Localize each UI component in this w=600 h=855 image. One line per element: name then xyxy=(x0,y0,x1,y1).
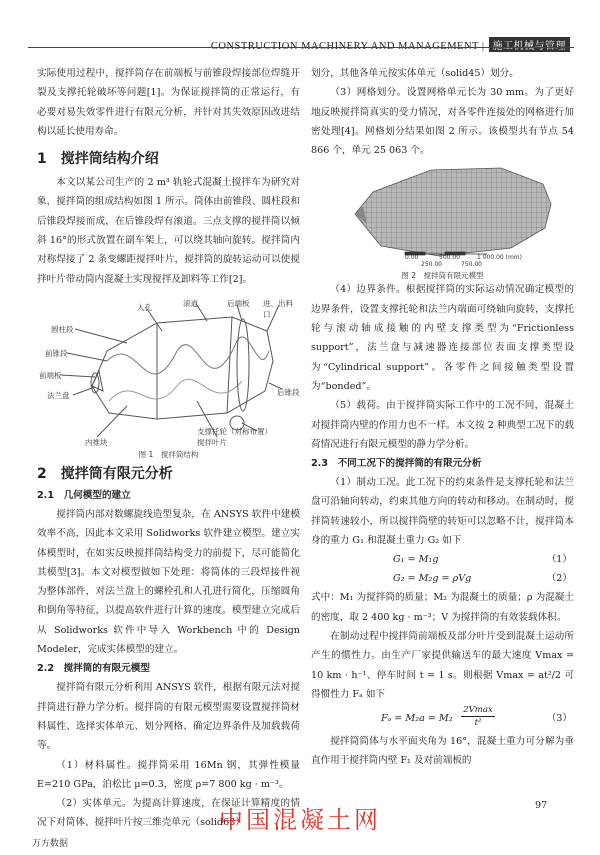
equation-2 xyxy=(311,569,574,588)
equation-1 xyxy=(311,550,574,569)
label-inner-push: 内推块 xyxy=(85,437,108,447)
raceway xyxy=(237,319,249,411)
watermark: 中国混凝土网 xyxy=(219,806,381,834)
equation-3-lhs: Fₐ = M₂a = M₂ xyxy=(381,713,453,725)
braking-condition-paragraph: （1）制动工况。此工况下的约束条件是支撑托轮和法兰盘可沿轴向转动，约束其他方向的转动和移动。在制动时，搅拌筒转速较小，所以搅拌筒壁的转矩可以忽略不计，搅拌筒本身的重力 G₁ 和混凝土重力 G₂ 如下 xyxy=(311,477,574,547)
helical-blade-2 xyxy=(109,379,242,401)
section-2-3-title: 2.3 不同工况下的搅拌筒的有限元分析 xyxy=(311,458,482,470)
header-rule xyxy=(28,47,574,48)
journal-title-cn xyxy=(489,37,571,52)
leader-7 xyxy=(61,375,95,377)
symbol-definitions: 式中：M₁ 为搅拌筒的质量；M₂ 为混凝土的质量；ρ 为混凝土的密度，取 2 400 kg · m⁻³；V 为搅拌筒的有效装载体积。 xyxy=(311,592,574,623)
journal-header xyxy=(211,37,570,52)
scale-label-1000: 1 000.00 (mm) xyxy=(477,254,522,262)
label-manhole: 入孔 xyxy=(137,302,152,312)
section-2-2-paragraph: 搅拌筒有限元分析利用 ANSYS 软件，根据有限元法对搅拌筒进行静力学分析。搅拌筒的有限元模型需要设置搅拌筒材料属性、选择实体单元、划分网格、确定边界条件及加载载荷等。 xyxy=(37,682,300,752)
mesh-drum xyxy=(355,168,551,256)
section-2-1-paragraph: 搅拌筒内部对数螺旋线造型复杂，在 ANSYS 软件中建模效率不高，因此本文采用 Solidworks 软件建立模型。建立实体模型时，在如实反映搅拌筒结构受力的前提下，尽可能简化其模型[3]。本文对模型做如下处理：将筒体的三段焊接件视为整体部件，对法兰盘上的螺栓孔和人孔进行简化，压缩圆角和倒角等特征，以提高软件进行计算的速度。模型建立完成后从 Solidworks 软件中导入 Workbench 中的 Design Modeler，完成实体模型的建立。 xyxy=(37,508,300,656)
figure-2 xyxy=(311,162,574,280)
label-flange: 法兰盘 xyxy=(47,390,70,400)
figure-1-drawing xyxy=(37,291,300,443)
label-inlet-outlet: 进、出料口 xyxy=(263,298,293,319)
label-support-roller: 支撑托轮（对称布置） xyxy=(197,426,272,436)
item-material-properties: （1）材料属性。搅拌筒采用 16Mn 钢，其弹性模量 E=210 GPa，泊松比 μ=0.3，密度 ρ=7 800 kg · m⁻³。 xyxy=(37,759,300,790)
section-2-1-title: 2.1 几何模型的建立 xyxy=(37,489,131,501)
left-column xyxy=(37,64,300,833)
label-rear-cone: 后锥段 xyxy=(277,387,300,397)
item-loads: （5）载荷。由于搅拌筒实际工作中的工况不同，混凝土对搅拌筒内壁的作用力也不一样。本文按 2 种典型工况下的载荷情况进行有限元模型的静力学分析。 xyxy=(311,400,574,450)
label-rear-plate: 后端板 xyxy=(227,298,250,308)
label-cylinder: 圆柱段 xyxy=(51,324,74,334)
leader-8 xyxy=(73,387,95,395)
section-2-2-title: 2.2 搅拌筒的有限元模型 xyxy=(37,663,150,675)
decomposition-paragraph: 搅拌筒筒体与水平面夹角为 16°，混凝土重力可分解为垂直作用于搅拌筒内壁 F₁ 及对前端板的 xyxy=(311,736,574,767)
label-raceway: 滚道 xyxy=(183,298,198,308)
section-1-title: 1 搅拌筒结构介绍 xyxy=(37,151,159,168)
equation-2-number: （2） xyxy=(546,573,572,585)
page-number: 97 xyxy=(535,800,548,811)
item-meshing: （3）网格划分。设置网格单元长为 30 mm。为了更好地反映搅拌筒真实的受力情况，对各零件连接处的网格进行加密处理[4]。网格划分结果如图 2 所示。该模型共有节点 54 866 个，单元 25 063 个。 xyxy=(311,87,574,157)
scale-label-500: 500.00 xyxy=(439,254,460,262)
scale-label-0: 0.00 xyxy=(405,254,419,262)
label-front-cone: 前锥段 xyxy=(45,348,68,358)
figure-1 xyxy=(37,291,300,459)
figure-2-caption: 图 2 搅拌筒有限元模型 xyxy=(401,271,484,281)
source-label: 万方数据 xyxy=(32,839,69,849)
leader-5 xyxy=(75,329,127,343)
equation-3-denominator: t² xyxy=(474,718,482,729)
inertia-paragraph: 在制动过程中搅拌筒前端板及部分叶片受到混凝土运动所产生的惯性力。由生产厂家提供输送车的最大速度 Vmax = 10 km · h⁻¹、停车时间 t = 1 s。则根据 Vmax = at²/2 可得惯性力 Fₐ 如下 xyxy=(311,630,574,700)
equation-3 xyxy=(311,704,574,732)
label-front-plate: 前端板 xyxy=(39,370,62,380)
continuation-text: 划分，其他各单元按实体单元（solid45）划分。 xyxy=(311,68,519,79)
helical-blade xyxy=(107,337,269,374)
scale-label-250: 250.00 xyxy=(421,261,442,269)
equation-3-number: （3） xyxy=(546,713,572,725)
leader-6 xyxy=(67,353,107,361)
leader-12 xyxy=(97,406,127,437)
equation-3-fraction xyxy=(461,704,495,729)
equation-2-body: G₂ = M₂g = ρVg xyxy=(393,573,472,585)
item-solid-elements: （2）实体单元。为提高计算速度，在保证计算精度的情况下对筒体、搅拌叶片按三维壳单元（solid63） xyxy=(37,798,300,829)
equation-3-numerator: 2Vmax xyxy=(461,704,495,717)
label-blade: 搅拌叶片 xyxy=(197,437,227,447)
leader-2 xyxy=(197,305,207,321)
equation-1-body: G₁ = M₁g xyxy=(393,554,439,566)
equation-1-number: （1） xyxy=(546,554,572,566)
section-1-paragraph: 本文以某公司生产的 2 m³ 轨轮式混凝土搅拌车为研究对象，搅拌筒的组成结构如图 1 所示。筒体由前锥段、圆柱段和后锥段焊接而成，在后锥段焊有滚道。三点支撑的搅拌筒以倾斜 16°的形式放置在副车架上，可以绕其轴向旋转。搅拌筒内对称焊接了 2 条变螺距搅拌叶片，搅拌筒的旋转运动可以使搅拌叶片带动筒内混凝土实现搅拌及卸料等工作[2]。 xyxy=(37,177,300,285)
section-2-title: 2 搅拌筒有限元分析 xyxy=(37,465,173,482)
cylinder-line-right xyxy=(227,317,232,413)
running-header xyxy=(0,0,600,58)
right-column xyxy=(311,64,574,771)
figure-1-caption: 图 1 搅拌筒结构 xyxy=(138,449,199,459)
scale-label-750: 750.00 xyxy=(461,261,482,269)
figure-2-mesh xyxy=(311,162,574,262)
item-boundary-conditions: （4）边界条件。根据搅拌筒的实际运动情况确定模型的边界条件，设置支撑托轮和法兰内端面可绕轴向旋转，支撑托轮与滚动轴成接触的内壁支撑类型为“Frictionless support”，法兰盘与减速器连接部位表面支撑类型设为“Cylindrical support”。各零件之间接触类型设置为“bonded”。 xyxy=(311,284,574,392)
intro-paragraph: 实际使用过程中，搅拌筒存在前端板与前锥段焊接部位焊缝开裂及支撑托轮破坏等问题[1]。为保证搅拌筒的正常运行，有必要对易失效零件进行有限元分析，并针对其失效原因改进结构以延长使用寿命。 xyxy=(37,68,300,137)
